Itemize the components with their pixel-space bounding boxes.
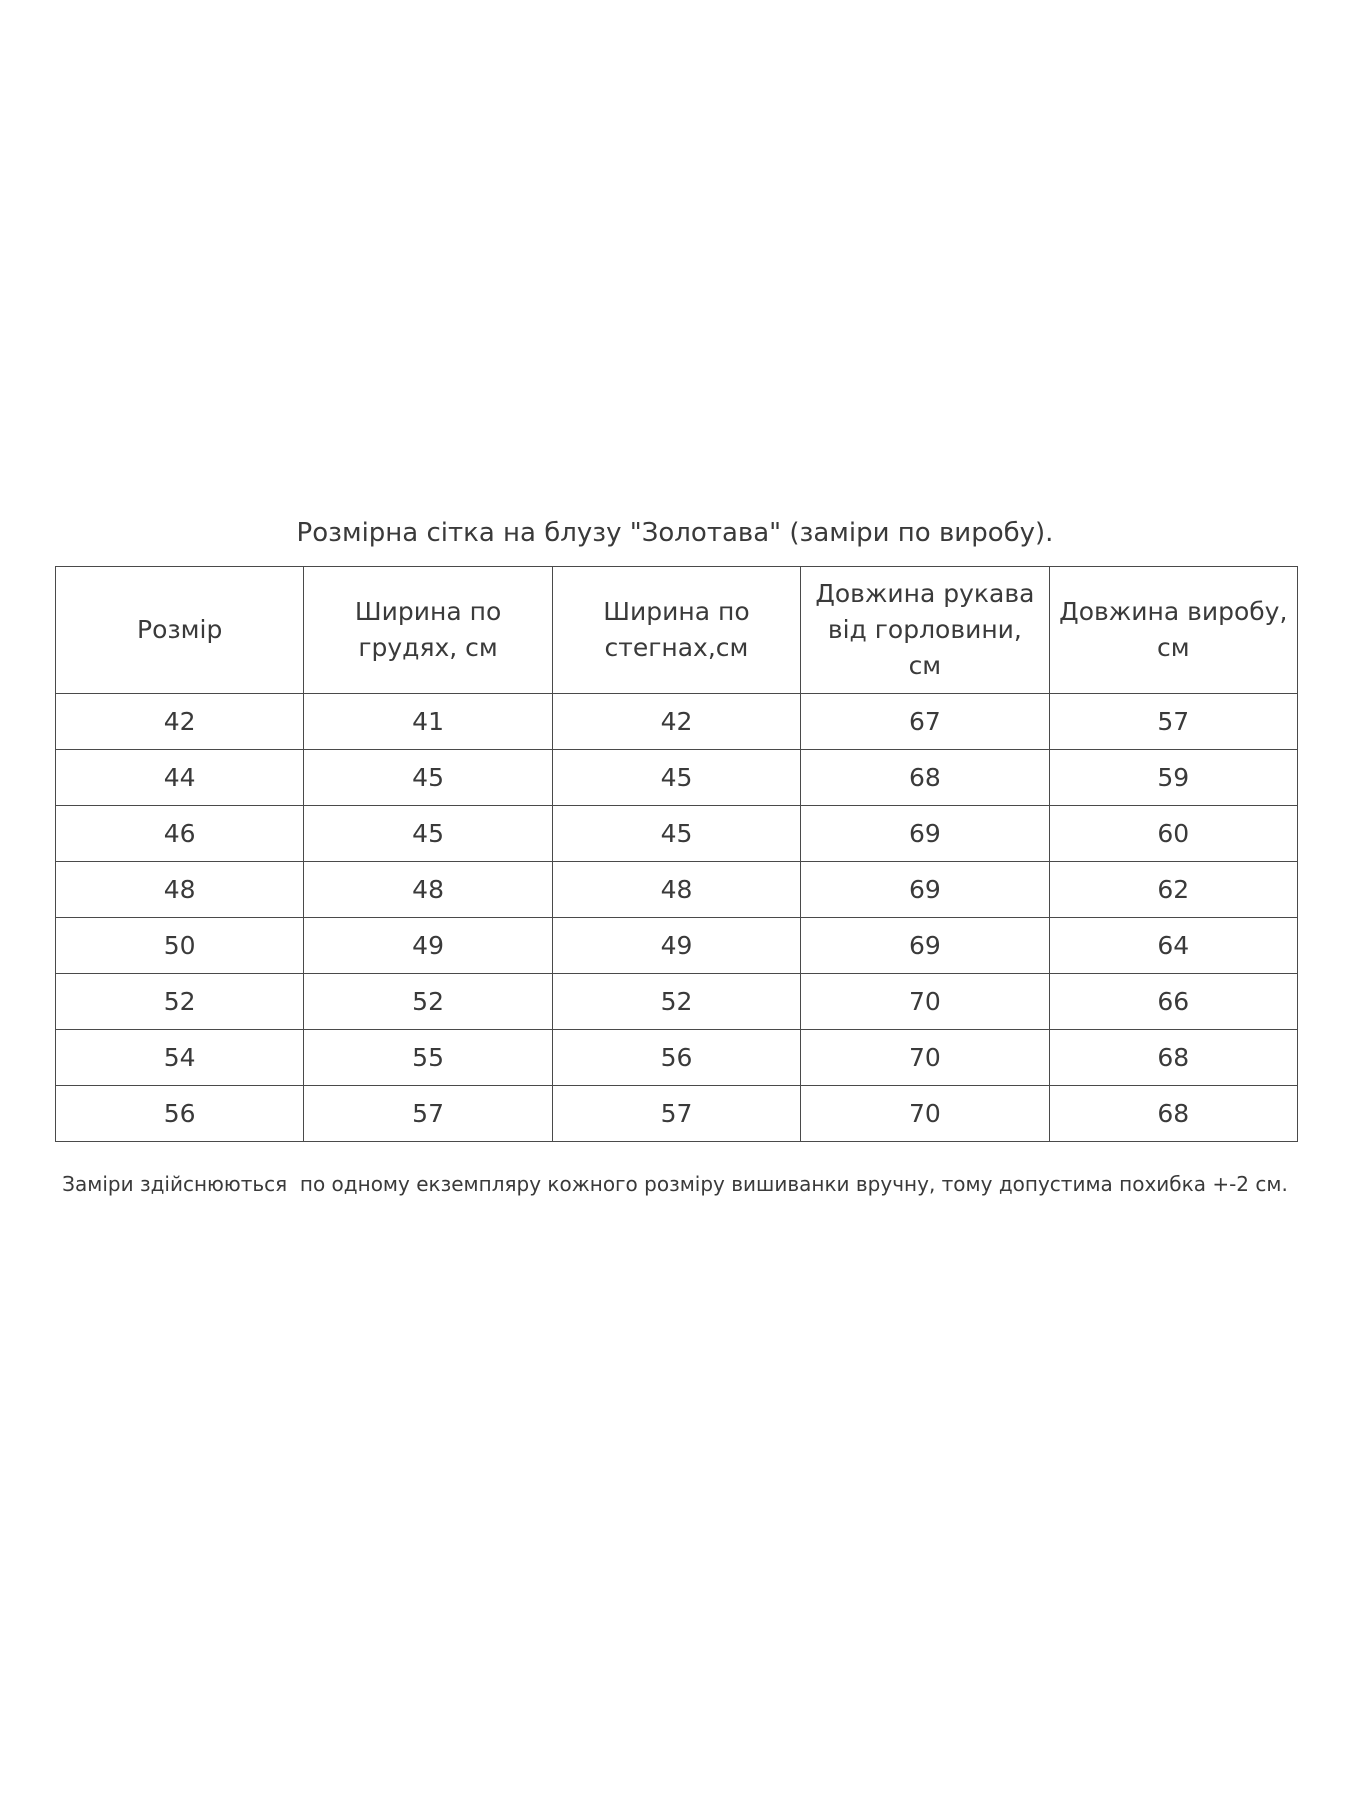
table-row	[56, 918, 1298, 974]
table-cell: 49	[304, 918, 552, 974]
table-cell: 45	[304, 750, 552, 806]
table-row	[56, 750, 1298, 806]
table-cell: 52	[56, 974, 304, 1030]
header-hip-width: Ширина по стегнах,см	[552, 567, 800, 694]
table-cell: 69	[801, 862, 1049, 918]
table-cell: 57	[552, 1086, 800, 1142]
header-size: Розмір	[56, 567, 304, 694]
table-cell: 67	[801, 694, 1049, 750]
table-row	[56, 974, 1298, 1030]
table-row	[56, 806, 1298, 862]
table-cell: 56	[56, 1086, 304, 1142]
table-cell: 66	[1049, 974, 1297, 1030]
table-cell: 55	[304, 1030, 552, 1086]
table-row	[56, 694, 1298, 750]
table-cell: 52	[304, 974, 552, 1030]
table-cell: 42	[56, 694, 304, 750]
table-cell: 45	[552, 750, 800, 806]
table-cell: 70	[801, 1086, 1049, 1142]
table-cell: 69	[801, 918, 1049, 974]
table-cell: 69	[801, 806, 1049, 862]
table-cell: 54	[56, 1030, 304, 1086]
table-cell: 60	[1049, 806, 1297, 862]
header-sleeve-length: Довжина рукава від горловини, см	[801, 567, 1049, 694]
header-chest-width: Ширина по грудях, см	[304, 567, 552, 694]
table-cell: 44	[56, 750, 304, 806]
table-row	[56, 862, 1298, 918]
table-cell: 48	[56, 862, 304, 918]
table-cell: 46	[56, 806, 304, 862]
table-cell: 68	[1049, 1086, 1297, 1142]
table-cell: 42	[552, 694, 800, 750]
measurement-note: Заміри здійснюються по одному екземпляру кожного розміру вишиванки вручну, тому допустима похибка +-2 см.	[62, 1172, 1288, 1196]
table-cell: 45	[552, 806, 800, 862]
table-cell: 57	[304, 1086, 552, 1142]
size-chart-title: Розмірна сітка на блузу "Золотава" (заміри по виробу).	[296, 518, 1054, 548]
table-cell: 49	[552, 918, 800, 974]
header-garment-length: Довжина виробу, см	[1049, 567, 1297, 694]
table-cell: 68	[801, 750, 1049, 806]
table-cell: 48	[304, 862, 552, 918]
table-cell: 59	[1049, 750, 1297, 806]
table-cell: 70	[801, 974, 1049, 1030]
size-chart-table	[55, 566, 1298, 1142]
table-cell: 45	[304, 806, 552, 862]
table-cell: 64	[1049, 918, 1297, 974]
table-header-row	[56, 567, 1298, 694]
table-cell: 48	[552, 862, 800, 918]
table-cell: 62	[1049, 862, 1297, 918]
table-cell: 52	[552, 974, 800, 1030]
table-cell: 57	[1049, 694, 1297, 750]
table-cell: 50	[56, 918, 304, 974]
table-row	[56, 1030, 1298, 1086]
table-cell: 56	[552, 1030, 800, 1086]
table-cell: 70	[801, 1030, 1049, 1086]
table-cell: 68	[1049, 1030, 1297, 1086]
table-row	[56, 1086, 1298, 1142]
table-cell: 41	[304, 694, 552, 750]
